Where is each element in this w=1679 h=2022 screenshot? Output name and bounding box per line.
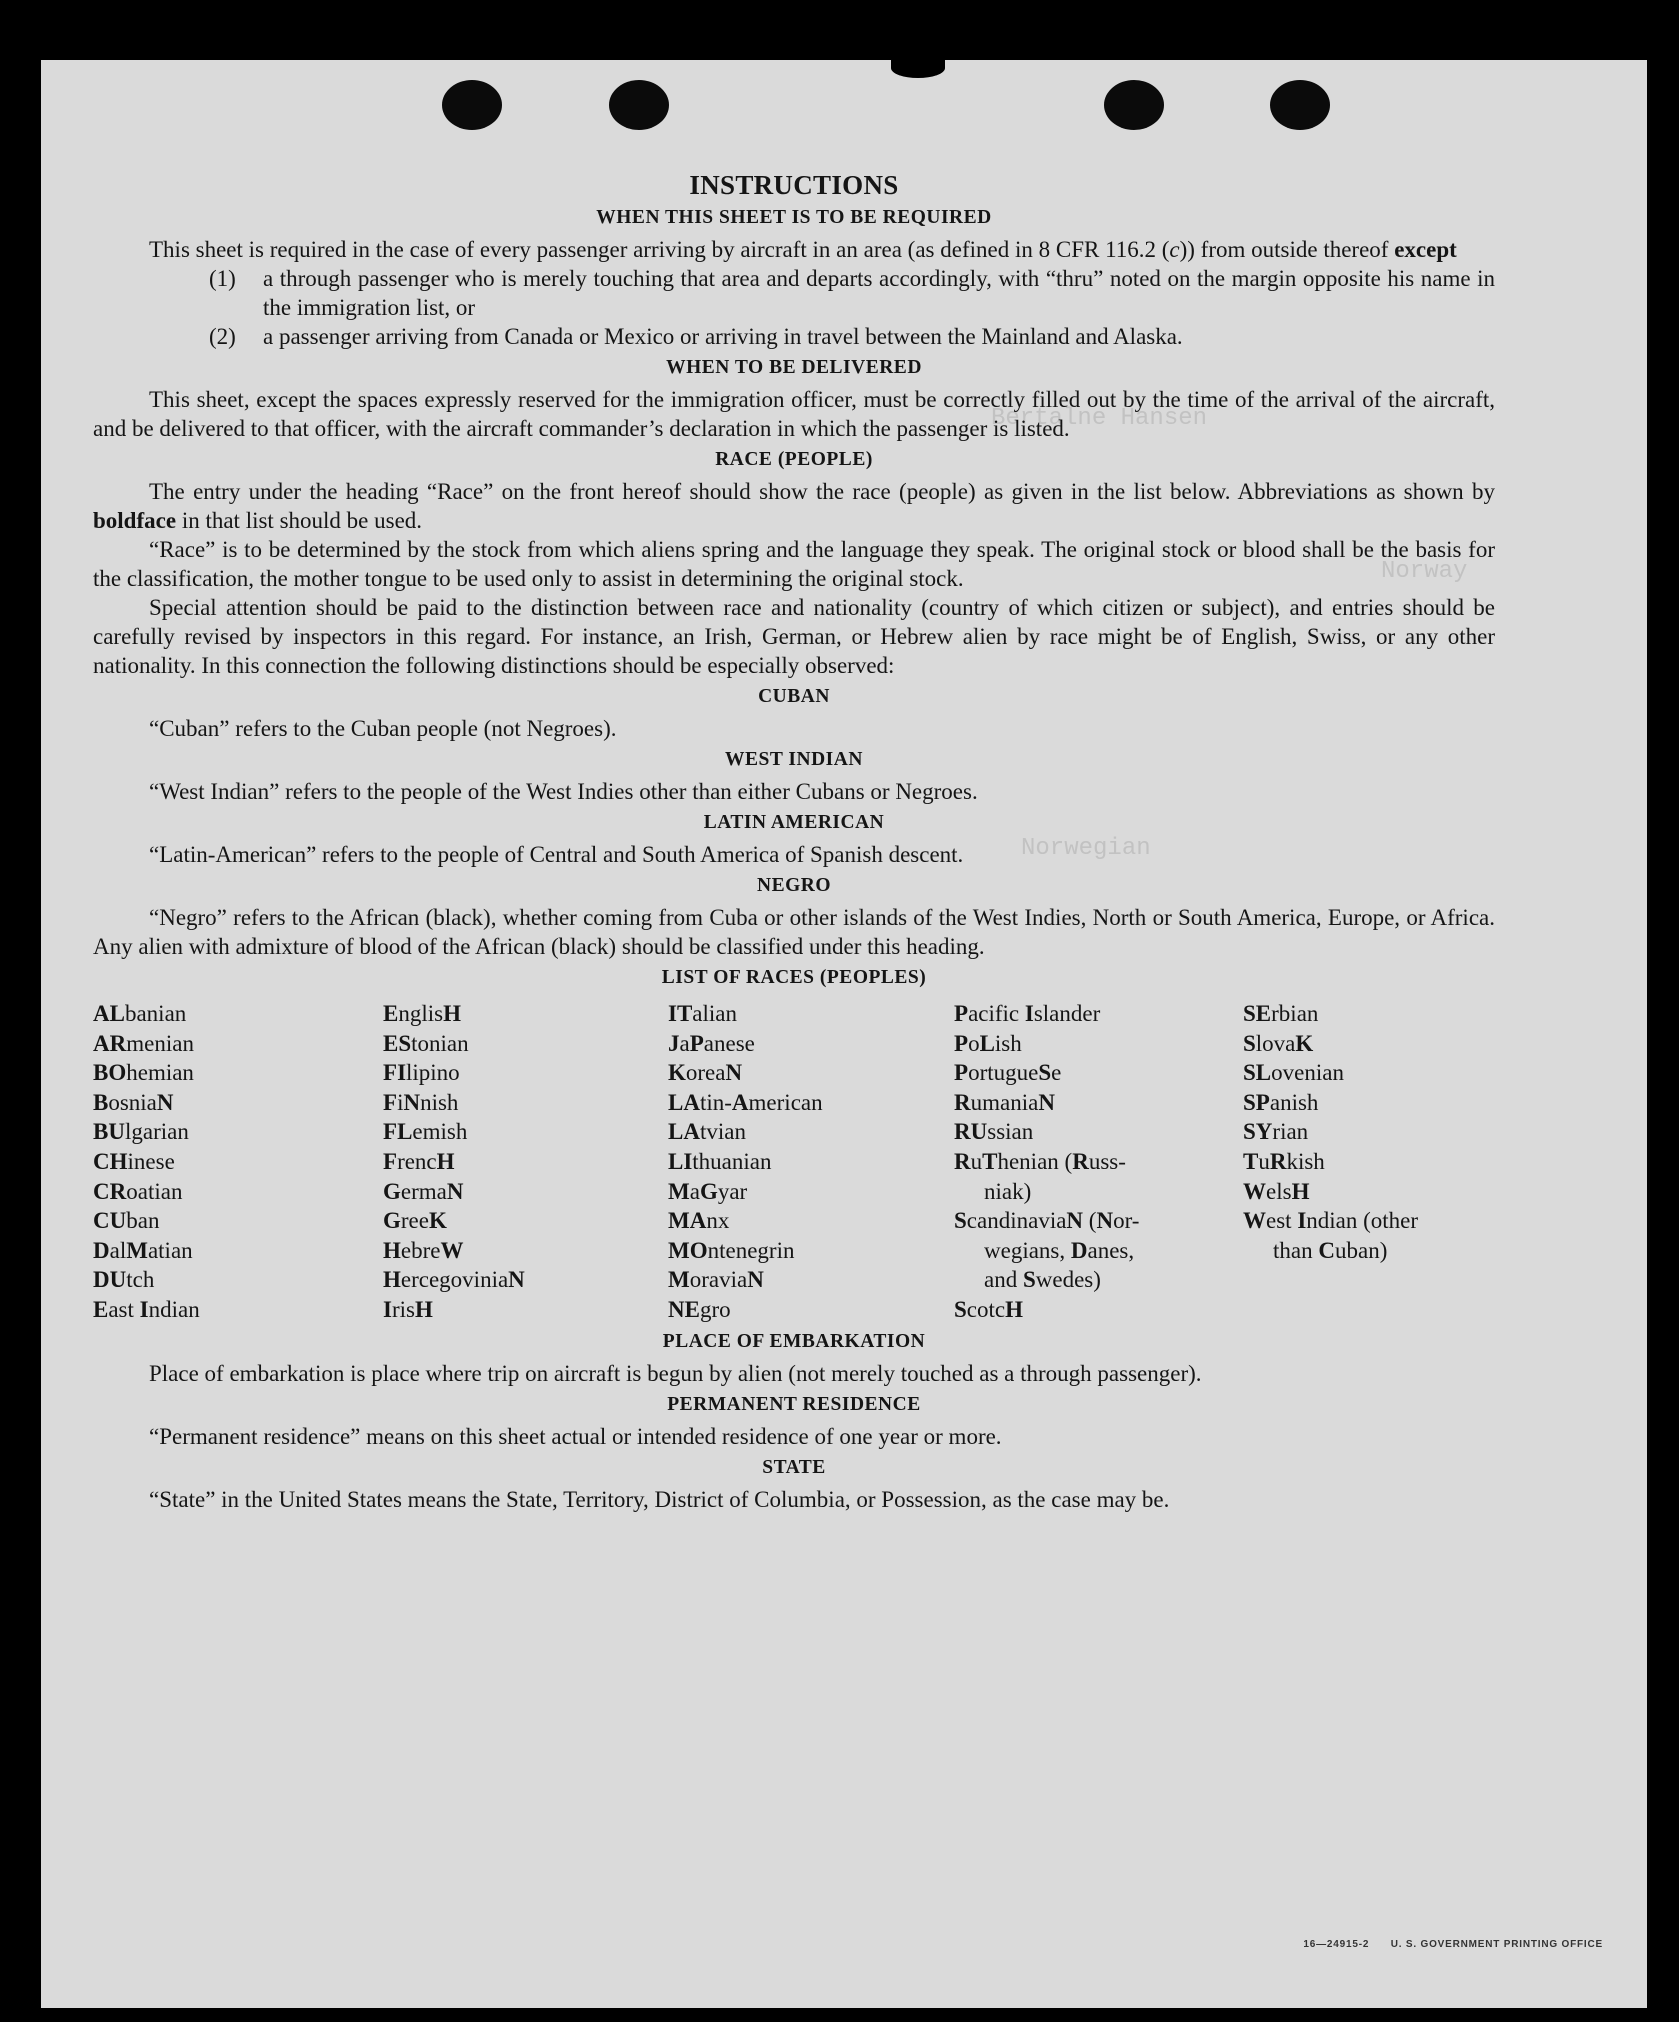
- race-entry: East Indian: [93, 1296, 200, 1322]
- race-entry: FLemish: [383, 1119, 468, 1145]
- race-entry: KoreaN: [668, 1060, 743, 1086]
- section-heading: WEST INDIAN: [725, 749, 863, 770]
- race-entry: HebreW: [383, 1237, 464, 1263]
- race-entry: RUssian: [954, 1119, 1034, 1145]
- section-heading: PLACE OF EMBARKATION: [662, 1330, 926, 1352]
- section-heading: LIST OF RACES (PEOPLES): [661, 967, 927, 988]
- race-entry-continued: niak): [984, 1178, 1032, 1204]
- text-run: except: [1394, 237, 1457, 262]
- bleed-through-text: Norway: [1381, 558, 1468, 585]
- race-entry: SPanish: [1243, 1089, 1319, 1115]
- paragraph: “Cuban” refers to the Cuban people (not Negroes).: [149, 716, 617, 741]
- race-entry: Pacific Islander: [954, 1001, 1101, 1026]
- race-entry: SErbian: [1243, 1001, 1319, 1026]
- race-entry: PoLish: [954, 1030, 1022, 1056]
- race-entry: TuRkish: [1243, 1148, 1325, 1174]
- item-text: a through passenger who is merely touching that area and departs accordingly, with “thru” noted on the margin opposite his name in the immigration list, or: [263, 266, 1495, 320]
- race-entry: ALbanian: [93, 1001, 187, 1026]
- paragraph: [93, 235, 1495, 264]
- race-entry: FrencH: [383, 1148, 455, 1174]
- page-title: INSTRUCTIONS: [689, 170, 899, 200]
- race-entry: RuThenian (Russ-: [954, 1148, 1126, 1174]
- race-entry: EStonian: [383, 1030, 469, 1056]
- section-heading: RACE (PEOPLE): [715, 449, 873, 470]
- punch-hole: [442, 80, 502, 130]
- race-entry: BUlgarian: [93, 1119, 189, 1145]
- printer-name: U. S. GOVERNMENT PRINTING OFFICE: [1390, 1939, 1603, 1950]
- race-entry: ScandinaviaN (Nor-: [954, 1208, 1140, 1234]
- race-column: [93, 999, 383, 1325]
- race-entry: EnglisH: [383, 1001, 461, 1026]
- text-run: in that list should be used.: [176, 508, 423, 533]
- section-heading: STATE: [762, 1456, 826, 1478]
- text-run: boldface: [93, 508, 177, 533]
- item-text: a passenger arriving from Canada or Mexico or arriving in travel between the Mainland and Alaska.: [263, 324, 1183, 349]
- paragraph: “Negro” refers to the African (black), whether coming from Cuba or other islands of the West Indies, North or South America, Europe, or Africa. Any alien with admixture of blood of the African (black) should be classified under this heading.: [93, 905, 1495, 959]
- paragraph: “West Indian” refers to the people of the West Indies other than either Cubans or Negroes.: [149, 779, 978, 804]
- race-entry-continued: and Swedes): [984, 1267, 1101, 1293]
- race-list: [93, 999, 1495, 1325]
- list-item: [93, 322, 1495, 351]
- race-entry: SLovenian: [1243, 1060, 1344, 1086]
- race-entry: CRoatian: [93, 1178, 183, 1204]
- race-column: [383, 999, 668, 1325]
- printer-imprint: [1303, 1939, 1603, 1950]
- race-entry: LIthuanian: [668, 1148, 772, 1174]
- race-entry: HercegoviniaN: [383, 1267, 525, 1293]
- text-run: c: [1169, 237, 1180, 262]
- race-entry: ScotcH: [954, 1296, 1023, 1322]
- race-entry: PortugueSe: [954, 1060, 1062, 1086]
- punch-hole: [609, 80, 669, 130]
- paragraph: “State” in the United States means the State, Territory, District of Columbia, or Possession, as the case may be.: [149, 1486, 1170, 1512]
- race-entry: NEgro: [668, 1296, 731, 1322]
- race-column: [668, 999, 954, 1325]
- race-entry-continued: wegians, Danes,: [984, 1237, 1135, 1263]
- race-entry: SYrian: [1243, 1119, 1309, 1145]
- punch-hole: [1270, 80, 1330, 130]
- race-entry: West Indian (other: [1243, 1208, 1419, 1234]
- section-heading: LATIN AMERICAN: [703, 812, 885, 833]
- paragraph: “Permanent residence” means on this sheet actual or intended residence of one year or more.: [149, 1423, 1002, 1449]
- race-entry: ITalian: [668, 1001, 737, 1026]
- race-entry-continued: than Cuban): [1273, 1237, 1388, 1263]
- section-heading: WHEN TO BE DELIVERED: [666, 357, 922, 378]
- paragraph: Special attention should be paid to the distinction between race and nationality (country of which citizen or subject), and entries should be carefully revised by inspectors in this regard. For instance, an Irish, German, or Hebrew alien by race might be of English, Swiss, or any other nationality. In this connection the following distinctions should be especially observed:: [93, 595, 1495, 678]
- race-entry: MAnx: [668, 1208, 730, 1234]
- section-heading: WHEN THIS SHEET IS TO BE REQUIRED: [596, 207, 992, 228]
- race-entry: LAtin-American: [668, 1089, 823, 1115]
- form-code: 16—24915-2: [1303, 1939, 1370, 1950]
- item-number: (2): [209, 324, 236, 349]
- list-item: [93, 264, 1495, 322]
- bleed-through-text: Bertalne Hansen: [991, 405, 1208, 432]
- race-entry: GreeK: [383, 1208, 447, 1234]
- text-run: The entry under the heading “Race” on the front hereof should show the race (people) as given in the list below. Abbreviations as shown by: [149, 479, 1495, 504]
- bleed-through-text: Norwegian: [1021, 835, 1151, 862]
- race-entry: BOhemian: [93, 1060, 194, 1086]
- race-entry: GermaN: [383, 1178, 464, 1204]
- race-entry: CHinese: [93, 1148, 175, 1174]
- race-entry: WelsH: [1243, 1178, 1310, 1204]
- text-run: )) from outside thereof: [1179, 237, 1395, 262]
- race-entry: LAtvian: [668, 1119, 746, 1145]
- section-heading: NEGRO: [756, 875, 831, 896]
- race-entry: MOntenegrin: [668, 1237, 795, 1263]
- race-entry: IrisH: [383, 1296, 433, 1322]
- race-entry: MoraviaN: [668, 1267, 764, 1293]
- race-column: [1243, 999, 1495, 1325]
- paragraph: “Latin-American” refers to the people of Central and South America of Spanish descent.: [149, 842, 964, 867]
- torn-notch: [891, 60, 945, 78]
- paragraph: [93, 477, 1495, 535]
- race-entry: SlovaK: [1243, 1030, 1314, 1056]
- race-entry: CUban: [93, 1208, 160, 1234]
- race-entry: DalMatian: [93, 1237, 193, 1263]
- race-entry: JaPanese: [668, 1030, 755, 1056]
- paragraph: Place of embarkation is place where trip on aircraft is begun by alien (not merely touched as a through passenger).: [149, 1360, 1202, 1386]
- section-heading: CUBAN: [758, 686, 830, 707]
- document-sheet: [41, 60, 1647, 2008]
- race-entry: BosniaN: [93, 1089, 174, 1115]
- race-entry: FIlipino: [383, 1060, 460, 1086]
- section-heading: PERMANENT RESIDENCE: [667, 1393, 921, 1415]
- item-number: (1): [209, 266, 236, 291]
- race-column: [954, 999, 1243, 1325]
- punch-hole: [1104, 80, 1164, 130]
- text-run: This sheet is required in the case of every passenger arriving by aircraft in an area (as defined in 8 CFR 116.2 (: [149, 237, 1170, 262]
- race-entry: MaGyar: [668, 1178, 748, 1204]
- race-entry: ARmenian: [93, 1030, 194, 1056]
- paragraph: “Race” is to be determined by the stock from which aliens spring and the language they speak. The original stock or blood shall be the basis for the classification, the mother tongue to be used only to assist in determining the original stock.: [93, 537, 1495, 591]
- race-entry: FiNnish: [383, 1089, 459, 1115]
- instructions-content: [93, 170, 1495, 1514]
- race-entry: RumaniaN: [954, 1089, 1055, 1115]
- race-entry: DUtch: [93, 1267, 155, 1293]
- paragraph: This sheet, except the spaces expressly reserved for the immigration officer, must be correctly filled out by the time of the arrival of the aircraft, and be delivered to that officer, with the aircraft commander’s declaration in which the passenger is listed.: [93, 387, 1495, 441]
